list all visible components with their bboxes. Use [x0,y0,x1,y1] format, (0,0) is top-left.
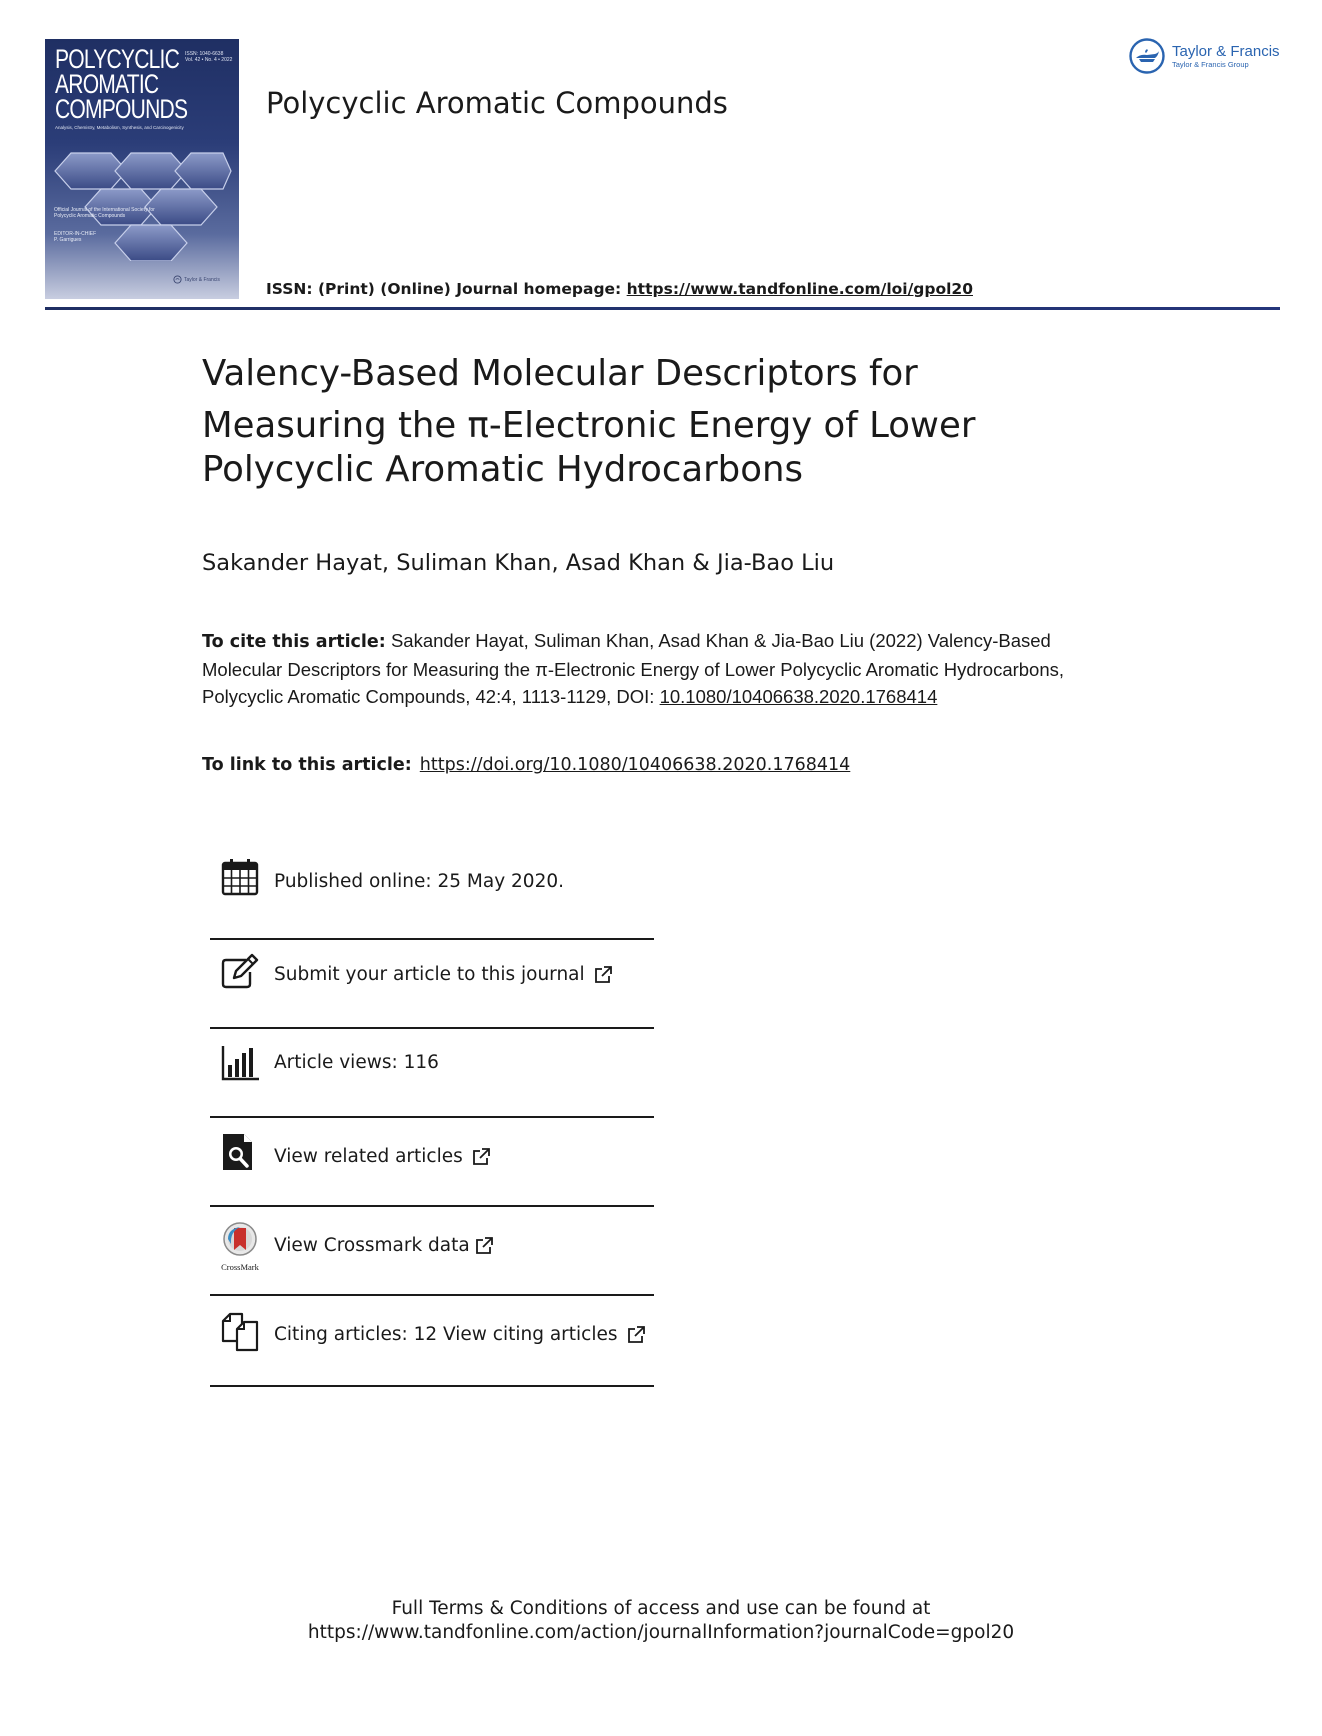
citation-block [202,627,1082,710]
cover-title-line2: AROMATIC [55,69,159,99]
hexagon-graphic-icon [53,151,233,261]
citing-documents-icon [220,1312,260,1352]
calendar-icon [220,857,260,897]
issn-text: ISSN: (Print) (Online) Journal homepage: [266,280,627,298]
published-text: Published online: 25 May 2020. [274,871,565,892]
article-title [202,350,1102,492]
info-item-crossmark[interactable] [210,1207,654,1296]
citing-articles-link[interactable] [274,1324,646,1345]
crossmark-logo-text: CrossMark [221,1262,259,1272]
footer-line1: Full Terms & Conditions of access and use can be found at [391,1598,931,1619]
views-text: Article views: 116 [274,1052,439,1073]
crossmark-logo [220,1222,260,1272]
info-item-citing[interactable] [210,1296,654,1387]
cover-editor-name: P. Garrigues [54,237,82,243]
article-doi-link[interactable]: https://doi.org/10.1080/10406638.2020.1768414 [419,755,851,775]
submit-text: Submit your article to this journal [274,964,585,985]
published-date [274,871,564,892]
cover-title [55,44,188,124]
crossmark-icon [220,1222,260,1258]
cover-title-line1: POLYCYCLIC [55,44,180,74]
info-item-related[interactable] [210,1118,654,1207]
cover-issn [185,51,232,63]
document-search-icon [220,1132,260,1172]
logo-main-text: Taylor & Francis [1172,42,1280,60]
cite-text: Sakander Hayat, Suliman Khan, Asad Khan & Jia-Bao Liu (2022) Valency-Based Molecular Descriptors for Measuring the π-Electronic Energy of Lower Polycyclic Aromatic Hydrocarbons, Polycyclic Aromatic Compounds, 42:4, 1113-1129, DOI: [202,630,1065,707]
external-link-icon [471,1147,491,1167]
external-link-icon [474,1236,494,1256]
journal-cover-image[interactable] [45,39,239,299]
related-articles-link[interactable] [274,1146,491,1167]
crossmark-link[interactable] [274,1235,494,1256]
link-label: To link to this article: [202,755,412,775]
related-text: View related articles [274,1146,463,1167]
edit-icon [220,952,260,992]
taylor-francis-logo[interactable] [1128,37,1280,75]
cover-editor-label: EDITOR-IN-CHIEF [54,231,97,237]
cover-subtitle: Analysis, Chemistry, Metabolism, Synthesis, and Carcinogenicity [55,125,184,130]
info-item-published [210,851,654,940]
taylor-francis-lamp-icon [1128,37,1166,75]
citing-text: Citing articles: 12 View citing articles [274,1324,618,1345]
cover-issn-line1: ISSN: 1040-6638 [185,51,224,57]
cover-publisher-name: Taylor & Francis [184,276,220,283]
publisher-logo-icon [173,275,182,284]
cover-editor [54,231,96,243]
article-title-line2: Measuring the π-Electronic Energy of Lower [202,405,976,446]
taylor-francis-logo-text [1172,44,1280,69]
bar-chart-icon [220,1043,260,1083]
terms-footer [0,1597,1322,1645]
article-info-list [210,851,654,1387]
external-link-icon [593,965,613,985]
journal-name: Polycyclic Aromatic Compounds [266,86,728,120]
external-link-icon [626,1325,646,1345]
article-title-line3: Polycyclic Aromatic Hydrocarbons [202,449,803,490]
article-link-line [202,755,850,775]
cite-doi-link[interactable]: 10.1080/10406638.2020.1768414 [659,686,938,707]
article-views [274,1052,439,1073]
info-item-views [210,1029,654,1118]
header-divider [45,307,1280,310]
cover-issn-line2: Vol. 42 • No. 4 • 2022 [185,57,233,63]
logo-sub-text: Taylor & Francis Group [1172,59,1249,69]
cite-label: To cite this article: [202,632,386,652]
article-authors: Sakander Hayat, Suliman Khan, Asad Khan & Jia-Bao Liu [202,550,835,576]
footer-terms-link[interactable]: https://www.tandfonline.com/action/journalInformation?journalCode=gpol20 [307,1622,1015,1643]
submit-article-link[interactable] [274,964,613,985]
cover-publisher [173,275,220,284]
info-item-submit[interactable] [210,940,654,1029]
journal-homepage-link[interactable]: https://www.tandfonline.com/loi/gpol20 [626,280,973,298]
article-title-line1: Valency-Based Molecular Descriptors for [202,353,918,394]
issn-line [266,280,973,298]
crossmark-text: View Crossmark data [274,1235,470,1256]
cover-society: Official Journal of the International Society for Polycyclic Aromatic Compounds [54,207,155,219]
cover-title-line3: COMPOUNDS [55,94,188,124]
